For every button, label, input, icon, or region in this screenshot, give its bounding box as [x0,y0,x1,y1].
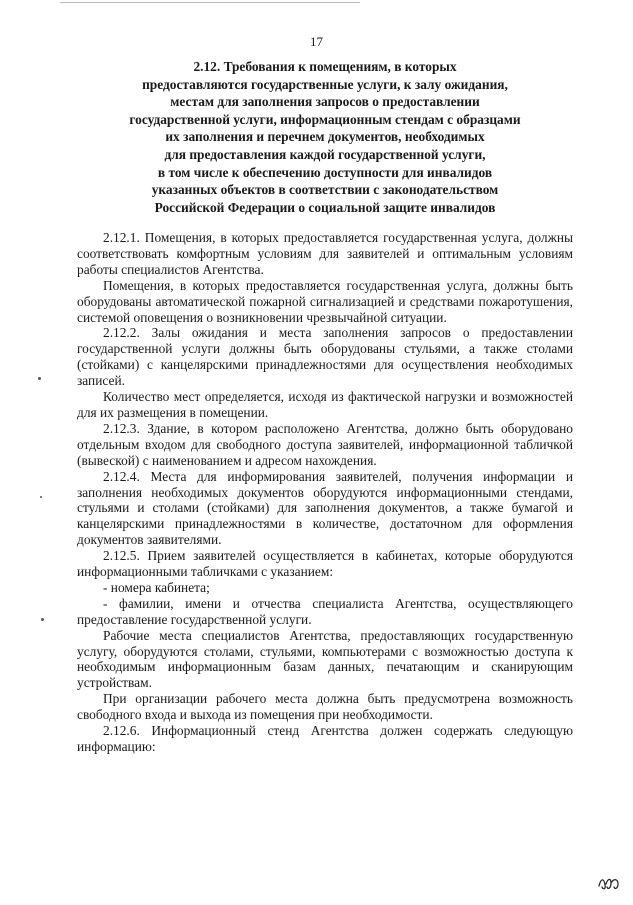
heading-line: Российской Федерации о социальной защите инвалидов [154,199,496,215]
scan-speck [40,496,42,498]
heading-line: их заполнения и перечнем документов, необходимых [165,129,485,145]
heading-line: предоставляются государственные услуги, к залу ожидания, [142,76,508,92]
heading-line: для предоставления каждой государственной услуги, [164,146,486,162]
list-item-specialist-name: - фамилии, имени и отчества специалиста Агентства, осуществляющего предоставление государственной услуги. [77,595,573,627]
scan-speck [41,618,44,621]
scan-speck [38,377,41,380]
heading-line: в том числе к обеспечению доступности для инвалидов [157,164,493,180]
paragraph-2-12-1: 2.12.1. Помещения, в которых предоставляется государственная услуга, должны соответствовать комфортным условиям для заявителей и оптимальным условиям работы специалистов Агентства. [77,230,573,277]
paragraph-2-12-5: 2.12.5. Прием заявителей осуществляется в кабинетах, которые оборудуются информационными табличками с указанием: [77,548,573,580]
page-number: 17 [310,34,323,49]
paragraph-2-12-4: 2.12.4. Места для информирования заявителей, получения информации и заполнения необходимых документов оборудуются информационными стендами, стульями и столами (стойками) для заполнения документов, а также бумагой и канцелярскими принадлежностями в количестве, достаточном для оформления документов заявителями. [77,468,573,548]
heading-line: 2.12. Требования к помещениям, в которых [193,59,457,74]
paragraph-fire-safety: Помещения, в которых предоставляется государственная услуга, должны быть оборудованы автоматической пожарной сигнализацией и средствами пожаротушения, системой оповещения о возникновении чрезвычайной ситуации. [77,277,573,325]
heading-line: указанных объектов в соответствии с законодательством [151,182,499,198]
paragraph-workplaces: Рабочие места специалистов Агентства, предоставляющих государственную услугу, оборудуются столами, стульями, компьютерами с возможностью доступа к необходимым информационным базам данных, печатающим и сканирующим устройствам. [77,627,573,691]
section-heading [80,58,570,216]
paragraph-free-access: При организации рабочего места должна быть предусмотрена возможность свободного входа и выхода из помещения при необходимости. [77,691,573,723]
paragraph-2-12-3: 2.12.3. Здание, в котором расположено Агентства, должно быть оборудовано отдельным входом для свободного доступа заявителей, информационной табличкой (вывеской) с наименованием и адресом нахождения. [77,420,573,468]
signature-text: ж [597,872,598,873]
body-text [77,230,573,755]
heading-line: государственной услуги, информационным стендам с образцами [129,111,521,127]
list-item-room-number: - номера кабинета; [103,579,210,595]
heading-line: местам для заполнения запросов о предоставлении [170,94,480,110]
paragraph-2-12-6: 2.12.6. Информационный стенд Агентства должен содержать следующую информацию: [77,723,573,754]
handwritten-initials [597,872,621,892]
scan-edge-line [60,2,360,3]
paragraph-seat-count: Количество мест определяется, исходя из фактической нагрузки и возможностей для их размещения в помещении. [77,389,573,420]
paragraph-2-12-2: 2.12.2. Залы ожидания и места заполнения запросов о предоставлении государственной услуги должны быть оборудованы стульями, а также столами (стойками) с канцелярскими принадлежностями для осуществления необходимых записей. [77,325,573,389]
